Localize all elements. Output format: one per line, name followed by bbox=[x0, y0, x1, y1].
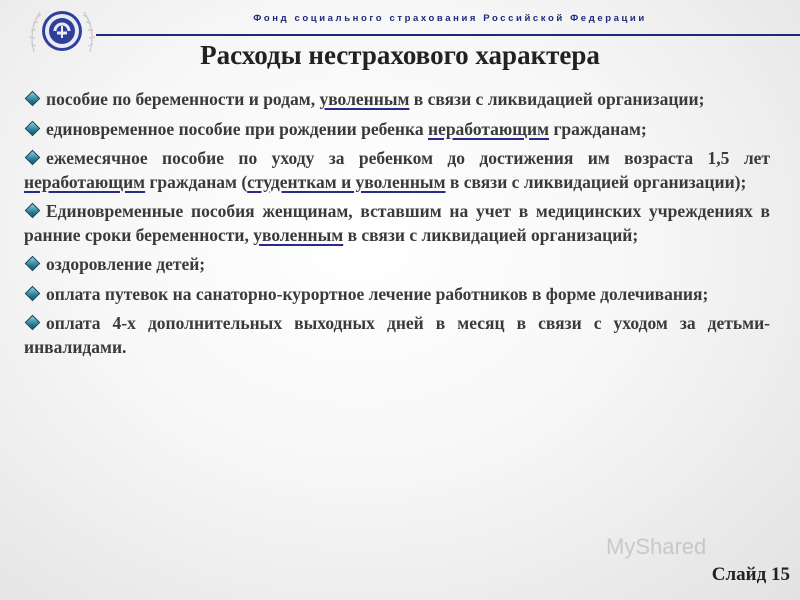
watermark: MyShared bbox=[606, 534, 707, 559]
underlined-text: неработающим bbox=[24, 171, 146, 192]
item-text: ежемесячное пособие по уходу за ребенком до достижения им возраста 1,5 лет bbox=[46, 148, 770, 168]
header-rule bbox=[96, 34, 800, 36]
item-text: оплата путевок на санаторно-курортное лечение работников в форме долечивания; bbox=[46, 283, 709, 304]
list-item bbox=[24, 200, 770, 247]
list-item bbox=[24, 147, 770, 194]
item-text: единовременное пособие при рождении ребенка bbox=[46, 118, 428, 139]
bullet-list bbox=[24, 88, 770, 365]
list-item bbox=[24, 312, 770, 359]
diamond-bullet-icon bbox=[25, 285, 41, 301]
diamond-bullet-icon bbox=[25, 203, 41, 219]
diamond-bullet-icon bbox=[25, 91, 41, 107]
underlined-text: уволенным bbox=[319, 89, 410, 109]
item-text: оплата 4-х дополнительных выходных дней в месяц в связи с уходом за детьми-инвалидами. bbox=[24, 313, 770, 357]
list-item bbox=[24, 88, 770, 112]
diamond-bullet-icon bbox=[25, 120, 41, 136]
item-text: гражданам ( bbox=[145, 171, 248, 192]
list-item bbox=[24, 118, 770, 142]
item-text: пособие по беременности и родам, bbox=[46, 89, 320, 109]
item-text: Единовременные пособия женщинам, вставшим на учет в медицинских учреждениях в ранние сроки беременности, bbox=[24, 201, 770, 245]
item-text: гражданам; bbox=[549, 118, 647, 139]
item-text: в связи с ликвидацией организаций; bbox=[343, 224, 639, 245]
slide-number: Слайд 15 bbox=[711, 564, 790, 585]
diamond-bullet-icon bbox=[25, 150, 41, 166]
slide-title: Расходы нестрахового характера bbox=[200, 40, 600, 70]
diamond-bullet-icon bbox=[25, 256, 41, 272]
list-item bbox=[24, 253, 770, 277]
underlined-text: студенткам и уволенным bbox=[247, 171, 446, 192]
underlined-text: уволенным bbox=[253, 224, 344, 245]
fund-name: Фонд социального страхования Российской Федерации bbox=[253, 13, 647, 24]
list-item bbox=[24, 283, 770, 307]
underlined-text: неработающим bbox=[427, 118, 550, 139]
diamond-bullet-icon bbox=[25, 315, 41, 331]
item-text: в связи с ликвидацией организации); bbox=[445, 171, 747, 192]
item-text: оздоровление детей; bbox=[46, 254, 206, 274]
item-text: в связи с ликвидацией организации; bbox=[409, 89, 705, 109]
